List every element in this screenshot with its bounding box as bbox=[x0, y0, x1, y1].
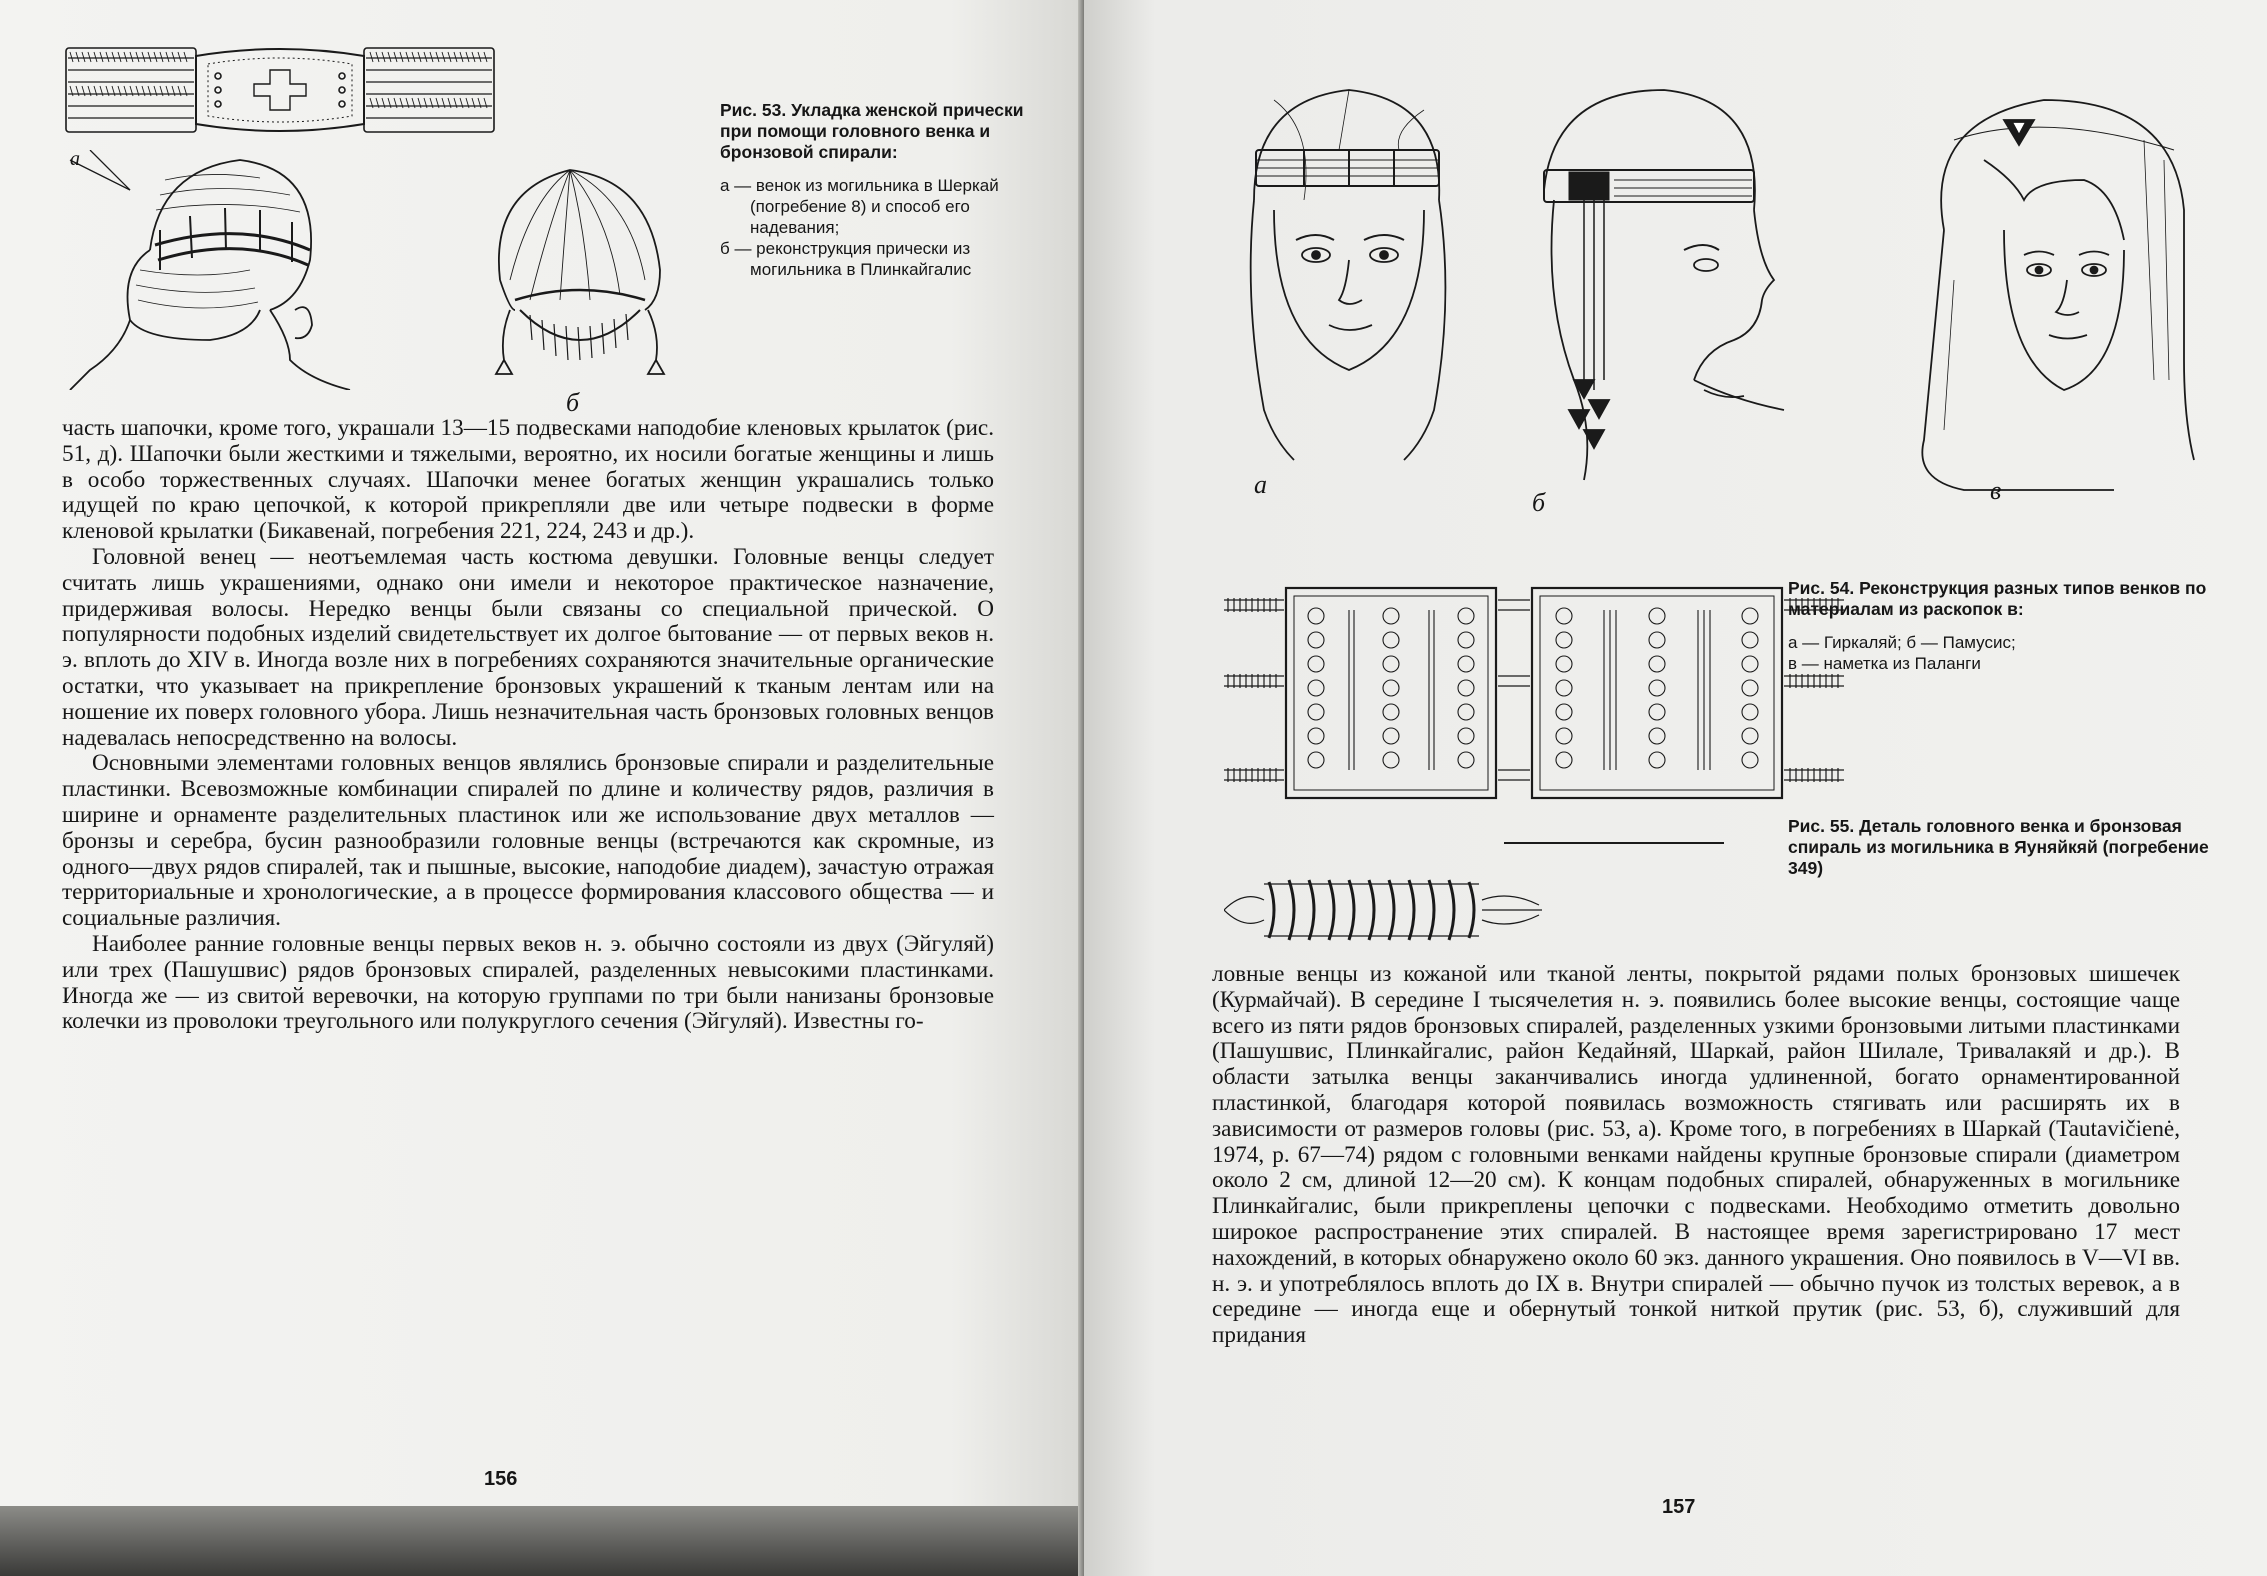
left-paragraph-4: Наиболее ранние головные венцы первых веков н. э. обычно состояли из двух (Эйгуляй) или трех (Пашушвис) рядов бронзовых спиралей, разделенных невысокими пластинками. Иногда же — из свитой веревочки, на которую группами по три были нанизаны бронзовые колечки из проволоки треугольного или полукруглого сечения (Эйгуляй). Известны го- bbox=[62, 930, 994, 1035]
bottom-scan-shadow bbox=[0, 1506, 1084, 1576]
fig53-label-a: а bbox=[70, 148, 80, 170]
left-page-body-text bbox=[62, 416, 994, 1035]
fig54-head-a-illustration bbox=[1234, 80, 1464, 480]
fig53-caption bbox=[720, 100, 1030, 280]
fig53-wreath-illustration bbox=[60, 40, 500, 140]
fig54-caption-title: Рис. 54. Реконструкция разных типов венков по материалам из раскопок в: bbox=[1788, 578, 2207, 619]
fig54-head-c-illustration bbox=[1884, 80, 2214, 500]
fig54-head-b-illustration bbox=[1514, 80, 1794, 510]
fig54-caption-item-a: а — Гиркаляй; б — Памусис; bbox=[1788, 633, 2016, 652]
fig55-caption bbox=[1788, 816, 2238, 879]
right-page-body-text bbox=[1212, 962, 2180, 1349]
fig53-caption-item-b: б — реконструкция прически из могильника в Плинкайгалис bbox=[720, 239, 972, 279]
fig55-plates-illustration bbox=[1224, 580, 1844, 810]
fig54-caption-item-b: в — наметка из Паланги bbox=[1788, 654, 1981, 673]
fig53-hairdo-illustration bbox=[470, 160, 690, 390]
fig53-caption-title: Рис. 53. Укладка женской прически при помощи головного венка и бронзовой спирали: bbox=[720, 100, 1024, 162]
fig54-label-a: а bbox=[1254, 470, 1267, 499]
fig53-label-b: б bbox=[566, 388, 580, 417]
left-page bbox=[0, 0, 1080, 1576]
left-page-number: 156 bbox=[484, 1468, 518, 1490]
right-paragraph-1: ловные венцы из кожаной или тканой ленты, покрытой рядами полых бронзовых шишечек (Курмайчай). В середине I тысячелетия н. э. появились более высокие венцы, состоящие чаще всего из пяти рядов бронзовых спиралей, разделенных узкими бронзовыми литыми пластинками (Пашушвис, Плинкайгалис, район Кедайняй, Шаркай, район Шилале, Тривалакяй и др.). В области затылка венцы заканчивались иногда удлиненной, богато орнаментированной пластинкой, благодаря которой появилась возможность стягивать или расширять их в зависимости от размеров головы (рис. 53, а). Кроме того, в погребениях в Шаркай (Tautavičienė, 1974, p. 67—74) рядом с головными венками найдены крупные бронзовые спирали (диаметром около 2 см, длиной 12—20 см). К концам подобных спиралей, обнаруженных в могильнике Плинкайгалис, были прикреплены цепочки с подвесками. Необходимо отметить довольно широкое распространение этих спиралей. В настоящее время зарегистрировано 17 мест нахождений, в которых обнаружено около 60 экз. данного украшения. Оно появилось в V—VI вв. н. э. и употреблялось вплоть до IX в. Внутри спиралей — обычно пучок из толстых веревок, а в середине — иногда еще и обернутый тонкой ниткой прутик (рис. 53, б), служивший для придания bbox=[1212, 961, 2180, 1349]
fig53-head-back-illustration bbox=[60, 150, 400, 390]
fig54-label-b: б bbox=[1532, 488, 1546, 517]
fig55-spiral-illustration bbox=[1224, 870, 1544, 950]
fig53-caption-item-a: а — венок из могильника в Шеркай (погребение 8) и способ его надевания; bbox=[720, 176, 999, 237]
right-page-number: 157 bbox=[1662, 1496, 1696, 1518]
left-paragraph-3: Основными элементами головных венцов являлись бронзовые спирали и разделительные пластинки. Всевозможные комбинации спиралей по длине и количеству рядов, различия в ширине и орнаменте разделительных пластинок или же использование двух металлов — бронзы и серебра, бусин разнообразили головные венцы (встречаются как скромные, из одного—двух рядов спиралей, так и пышные, высокие, наподобие диадем), зачастую отражая территориальные и хронологические, а в процессе формирования классового общества — и социальные различия. bbox=[62, 750, 994, 932]
left-paragraph-1: часть шапочки, кроме того, украшали 13—15 подвесками наподобие кленовых крылаток (рис. 51, д). Шапочки были жесткими и тяжелыми, вероятно, их носили богатые женщины и лишь в особо торжественных случаях. Шапочки менее богатых женщин украшались только идущей по краю цепочкой, к которой прикрепляли две или четыре подвески в форме кленовой крылатки (Бикавенай, погребения 221, 224, 243 и др.). bbox=[62, 415, 994, 545]
fig55-caption-title: Рис. 55. Деталь головного венка и бронзовая спираль из могильника в Яуняйкяй (погребение 349) bbox=[1788, 816, 2209, 878]
fig55-scale-bar bbox=[1504, 838, 1724, 848]
fig54-caption bbox=[1788, 578, 2238, 674]
right-page bbox=[1084, 0, 2267, 1576]
fig54-label-c: в bbox=[1990, 476, 2002, 505]
left-paragraph-2: Головной венец — неотъемлемая часть костюма девушки. Головные венцы следует считать лишь украшениями, однако они имели и некоторое практическое назначение, придерживая волосы. Нередко венцы были связаны со специальной прической. О популярности подобных изделий свидетельствует их долгое бытование — от первых веков н. э. вплоть до XIV в. Иногда возле них в погребениях сохраняются значительные органические остатки, что указывает на прикрепление бронзовых украшений к тканым лентам или на ношение их поверх головного убора. Лишь незначительная часть бронзовых головных венцов надевалась непосредственно на волосы. bbox=[62, 543, 994, 751]
